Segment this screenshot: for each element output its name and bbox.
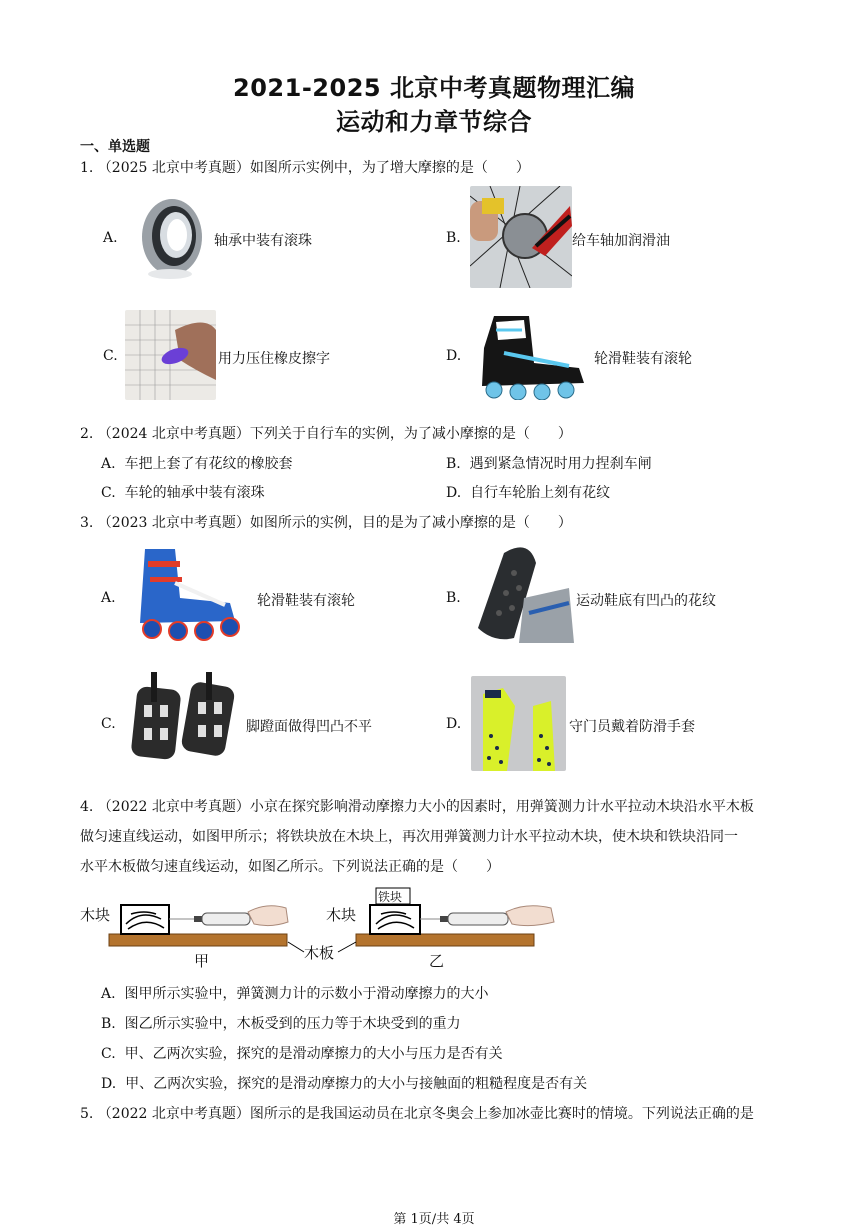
label-wood-block-left: 木块 — [80, 906, 111, 924]
q4-option-b-letter: B. — [101, 1016, 116, 1032]
q2-option-c — [101, 482, 265, 502]
label-iron-block: 铁块 — [378, 890, 403, 904]
question-5-stem: 5. （2022 北京中考真题）图所示的是我国运动员在北京冬奥会上参加冰壶比赛时的情境。下列说法正确的是 — [80, 1106, 754, 1122]
q4-option-c-text: 甲、乙两次实验，探究的是滑动摩擦力的大小与压力是否有关 — [124, 1046, 503, 1062]
q4-option-b — [101, 1013, 461, 1033]
document-title-line1: 2021-2025 北京中考真题物理汇编 — [233, 74, 635, 102]
section-heading: 一、单选题 — [80, 139, 150, 155]
bearing-image — [132, 192, 210, 282]
label-yi: 乙 — [429, 952, 445, 970]
q4-option-b-text: 图乙所示实验中，木板受到的压力等于木块受到的重力 — [124, 1016, 461, 1032]
q1-option-d-text: 轮滑鞋装有滚轮 — [594, 351, 692, 367]
q4-option-d — [101, 1073, 587, 1093]
question-1-stem: 1. （2025 北京中考真题）如图所示实例中，为了增大摩擦的是（ ） — [80, 160, 530, 176]
q2-option-a — [101, 453, 292, 473]
q1-option-d-letter: D. — [446, 348, 462, 364]
q2-option-b-letter: B. — [446, 456, 461, 472]
q1-option-b-text: 给车轴加润滑油 — [572, 233, 670, 249]
q2-option-b — [446, 453, 652, 473]
q1-option-a-text: 轴承中装有滚珠 — [214, 233, 312, 249]
q2-option-a-letter: A. — [101, 456, 116, 472]
q4-option-a-letter: A. — [101, 986, 116, 1002]
eraser-image — [125, 310, 216, 400]
q2-option-d — [446, 482, 610, 502]
q4-option-c-letter: C. — [101, 1046, 116, 1062]
q3-option-c-text: 脚蹬面做得凹凸不平 — [246, 719, 372, 735]
question-2-stem: 2. （2024 北京中考真题）下列关于自行车的实例，为了减小摩擦的是（ ） — [80, 426, 572, 442]
q1-option-b-letter: B. — [446, 230, 461, 246]
q3-option-a-letter: A. — [101, 590, 116, 606]
pedals-image — [126, 670, 241, 768]
q4-option-a-text: 图甲所示实验中，弹簧测力计的示数小于滑动摩擦力的大小 — [124, 986, 489, 1002]
q2-option-c-letter: C. — [101, 485, 116, 501]
q3-option-d-letter: D. — [446, 716, 462, 732]
q3-option-b-text: 运动鞋底有凹凸的花纹 — [576, 593, 716, 609]
q2-option-d-letter: D. — [446, 485, 462, 501]
q4-option-d-text: 甲、乙两次实验，探究的是滑动摩擦力的大小与接触面的粗糙程度是否有关 — [125, 1076, 588, 1092]
q2-option-b-text: 遇到紧急情况时用力捏刹车闸 — [469, 456, 652, 472]
inline-skates-image — [474, 308, 589, 400]
q3-option-c-letter: C. — [101, 716, 116, 732]
label-wood-block-right: 木块 — [326, 906, 357, 924]
bike-lubricating-image — [470, 186, 572, 288]
q1-option-a-letter: A. — [103, 230, 118, 246]
kids-skates-image — [130, 543, 245, 643]
q1-option-c-letter: C. — [103, 348, 118, 364]
page-number: 第 1页/共 4页 — [393, 1212, 475, 1227]
q4-option-c — [101, 1043, 503, 1063]
document-title-line2: 运动和力章节综合 — [336, 108, 532, 136]
label-board: 木板 — [304, 944, 335, 962]
q1-option-c-text: 用力压住橡皮擦字 — [218, 351, 330, 367]
question-4-stem-line1: 4. （2022 北京中考真题）小京在探究影响滑动摩擦力大小的因素时，用弹簧测力计水平拉动木块沿水平木板 — [80, 799, 754, 815]
q2-option-d-text: 自行车轮胎上刻有花纹 — [470, 485, 611, 501]
sneaker-sole-image — [474, 543, 574, 648]
q3-option-a-text: 轮滑鞋装有滚轮 — [257, 593, 355, 609]
label-jia: 甲 — [194, 952, 210, 970]
q3-option-d-text: 守门员戴着防滑手套 — [569, 719, 695, 735]
q2-option-c-text: 车轮的轴承中装有滚珠 — [124, 485, 265, 501]
question-4-stem-line2: 做匀速直线运动，如图甲所示；将铁块放在木块上，再次用弹簧测力计水平拉动木块，使木块和铁块沿同一 — [80, 829, 738, 845]
q3-option-b-letter: B. — [446, 590, 461, 606]
question-4-stem-line3: 水平木板做匀速直线运动，如图乙所示。下列说法正确的是（ ） — [80, 859, 500, 875]
goalkeeper-gloves-image — [471, 676, 566, 771]
question-3-stem: 3. （2023 北京中考真题）如图所示的实例，目的是为了减小摩擦的是（ ） — [80, 515, 572, 531]
q4-option-d-letter: D. — [101, 1076, 117, 1092]
friction-experiment-figure — [76, 884, 566, 974]
q2-option-a-text: 车把上套了有花纹的橡胶套 — [124, 456, 293, 472]
q4-option-a — [101, 983, 488, 1003]
